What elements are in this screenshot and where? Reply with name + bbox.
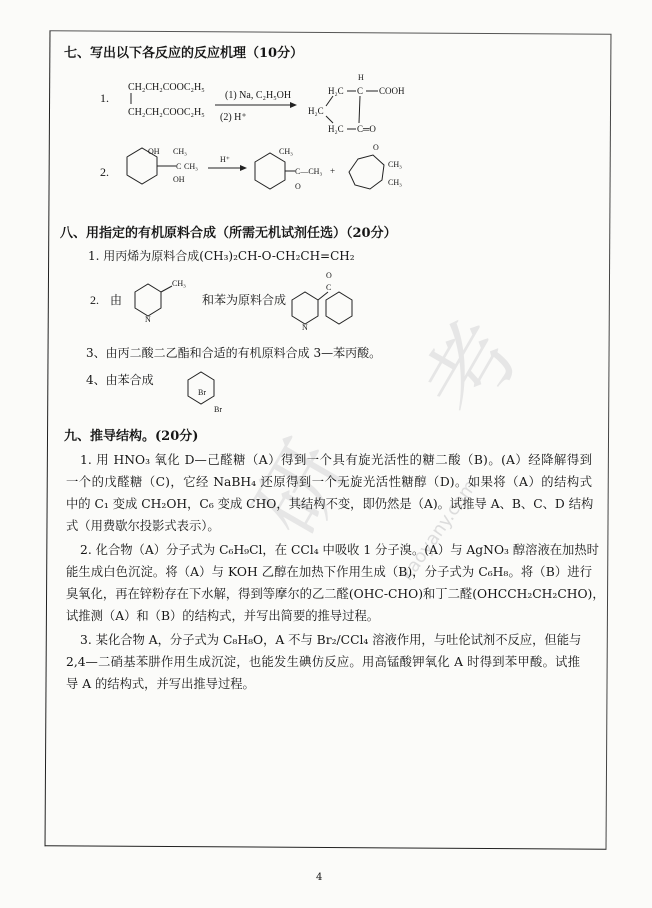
label-o: O xyxy=(295,182,301,191)
reactant-top: CH₂CH₂COOC₂H₅ xyxy=(128,82,205,93)
section-9-line: 2. 化合物（A）分子式为 C₆H₉Cl，在 CCl₄ 中吸收 1 分子溴。(A）与 AgNO₃ 醇溶液在加热时 xyxy=(80,543,599,557)
product-label: H₂C xyxy=(308,106,324,116)
label-o: O xyxy=(373,143,379,152)
catalyst-label: H⁺ xyxy=(220,155,230,164)
section-7-title: 七、写出以下各反应的反应机理（10分） xyxy=(64,46,304,61)
section-8-q3: 3、由丙二酸二乙酯和合适的有机原料合成 3—苯丙酸。 xyxy=(86,346,382,360)
product-label: C xyxy=(357,86,364,96)
label-oh: OH xyxy=(148,147,160,156)
label-br: Br xyxy=(214,405,222,414)
section-8-q4: 4、由苯合成 xyxy=(86,373,154,387)
section-8-title: 八、用指定的有机原料合成（所需无机试剂任选）（20分） xyxy=(60,226,397,241)
label-o: O xyxy=(326,271,332,280)
section-7-reactions xyxy=(90,72,420,202)
plus-sign: + xyxy=(330,166,336,176)
label-br: Br xyxy=(198,388,206,397)
label-ch3: CH₃ xyxy=(279,147,293,156)
section-9-line: 臭氧化，再在锌粉存在下水解，得到等摩尔的乙二醛(OHC-CHO)和丁二醛(OHCCH₂CH₂CHO)， xyxy=(66,587,605,601)
label-ch3: CH₃ xyxy=(173,147,187,156)
product-label: COOH xyxy=(379,86,405,96)
label-n: N xyxy=(145,315,151,324)
cyclohexane-ring xyxy=(255,153,285,189)
section-9-line: 能生成白色沉淀。将（A）与 KOH 乙醇在加热下作用生成（B)，分子式为 C₆H₈。将（B）进行 xyxy=(66,565,592,579)
label-n: N xyxy=(302,323,308,332)
label-c: C xyxy=(326,283,332,292)
q1-number: 1. xyxy=(100,91,109,105)
section-9-line: 一个的戊醛糖（C)，它经 NaBH₄ 还原得到一个无旋光活性糖醇（D)。如果将（A）的结构式 xyxy=(66,475,592,489)
q2-number: 2. xyxy=(90,293,99,307)
page-number: 4 xyxy=(316,872,323,883)
section-9-line: 试推测（A）和（B）的结构式，并写出简要的推导过程。 xyxy=(66,609,380,623)
q2-from: 由 xyxy=(110,293,123,307)
section-9-title: 九、推导结构。(20分) xyxy=(64,429,199,444)
condition-bottom: (2) H⁺ xyxy=(220,112,247,123)
section-8-structures xyxy=(80,270,360,415)
label-oh: OH xyxy=(173,175,185,184)
q2-number: 2. xyxy=(100,165,109,179)
condition-top: (1) Na, C₂H₅OH xyxy=(225,90,292,101)
watermark-calligraphy: 考 xyxy=(404,304,541,435)
product-label: H xyxy=(358,73,364,82)
pyridine-ring xyxy=(292,292,318,324)
label-acetyl: C—CH₃ xyxy=(295,167,323,176)
q2-middle-text: 和苯为原料合成 xyxy=(202,293,287,307)
carbon-label: C xyxy=(176,162,182,171)
product-label: H₂C xyxy=(328,86,344,96)
section-9-line: 中的 C₁ 变成 CH₂OH，C₆ 变成 CHO，其结构不变，即仍然是（A)。试推导 A、B、C、D 结构 xyxy=(66,497,594,511)
product-label: C═O xyxy=(357,124,376,134)
pyridine-ring xyxy=(135,284,161,316)
label-ch3: CH₃ xyxy=(184,162,198,171)
product-label: H₂C xyxy=(328,124,344,134)
section-8-q1: 1. 用丙烯为原料合成(CH₃)₂CH-O-CH₂CH=CH₂ xyxy=(88,249,355,263)
label-ch3: CH₃ xyxy=(172,279,186,288)
section-9-line: 3. 某化合物 A，分子式为 C₈H₈O，A 不与 Br₂/CCl₄ 溶液作用，与吐伦试剂不反应，但能与 xyxy=(80,633,582,647)
reactant-bottom: CH₂CH₂COOC₂H₅ xyxy=(128,107,205,118)
cycloheptane-ring xyxy=(349,155,384,189)
benzene-ring xyxy=(326,292,352,324)
watermark-calligraphy: 研 xyxy=(234,424,371,555)
watermark-url: kaoyany.com xyxy=(396,476,482,585)
label-ch3: CH₃ xyxy=(388,178,402,187)
label-ch3: CH₃ xyxy=(388,160,402,169)
section-9-line: 2,4—二硝基苯肼作用生成沉淀，也能发生碘仿反应。用高锰酸钾氧化 A 时得到苯甲酸。试推 xyxy=(66,655,580,669)
section-9-line: 导 A 的结构式，并写出推导过程。 xyxy=(66,677,255,691)
section-9-line: 式（用费歇尔投影式表示）。 xyxy=(66,519,220,533)
section-9-line: 1. 用 HNO₃ 氧化 D—己醛糖（A）得到一个具有旋光活性的糖二酸（B)。(A）经降解得到 xyxy=(80,453,592,467)
